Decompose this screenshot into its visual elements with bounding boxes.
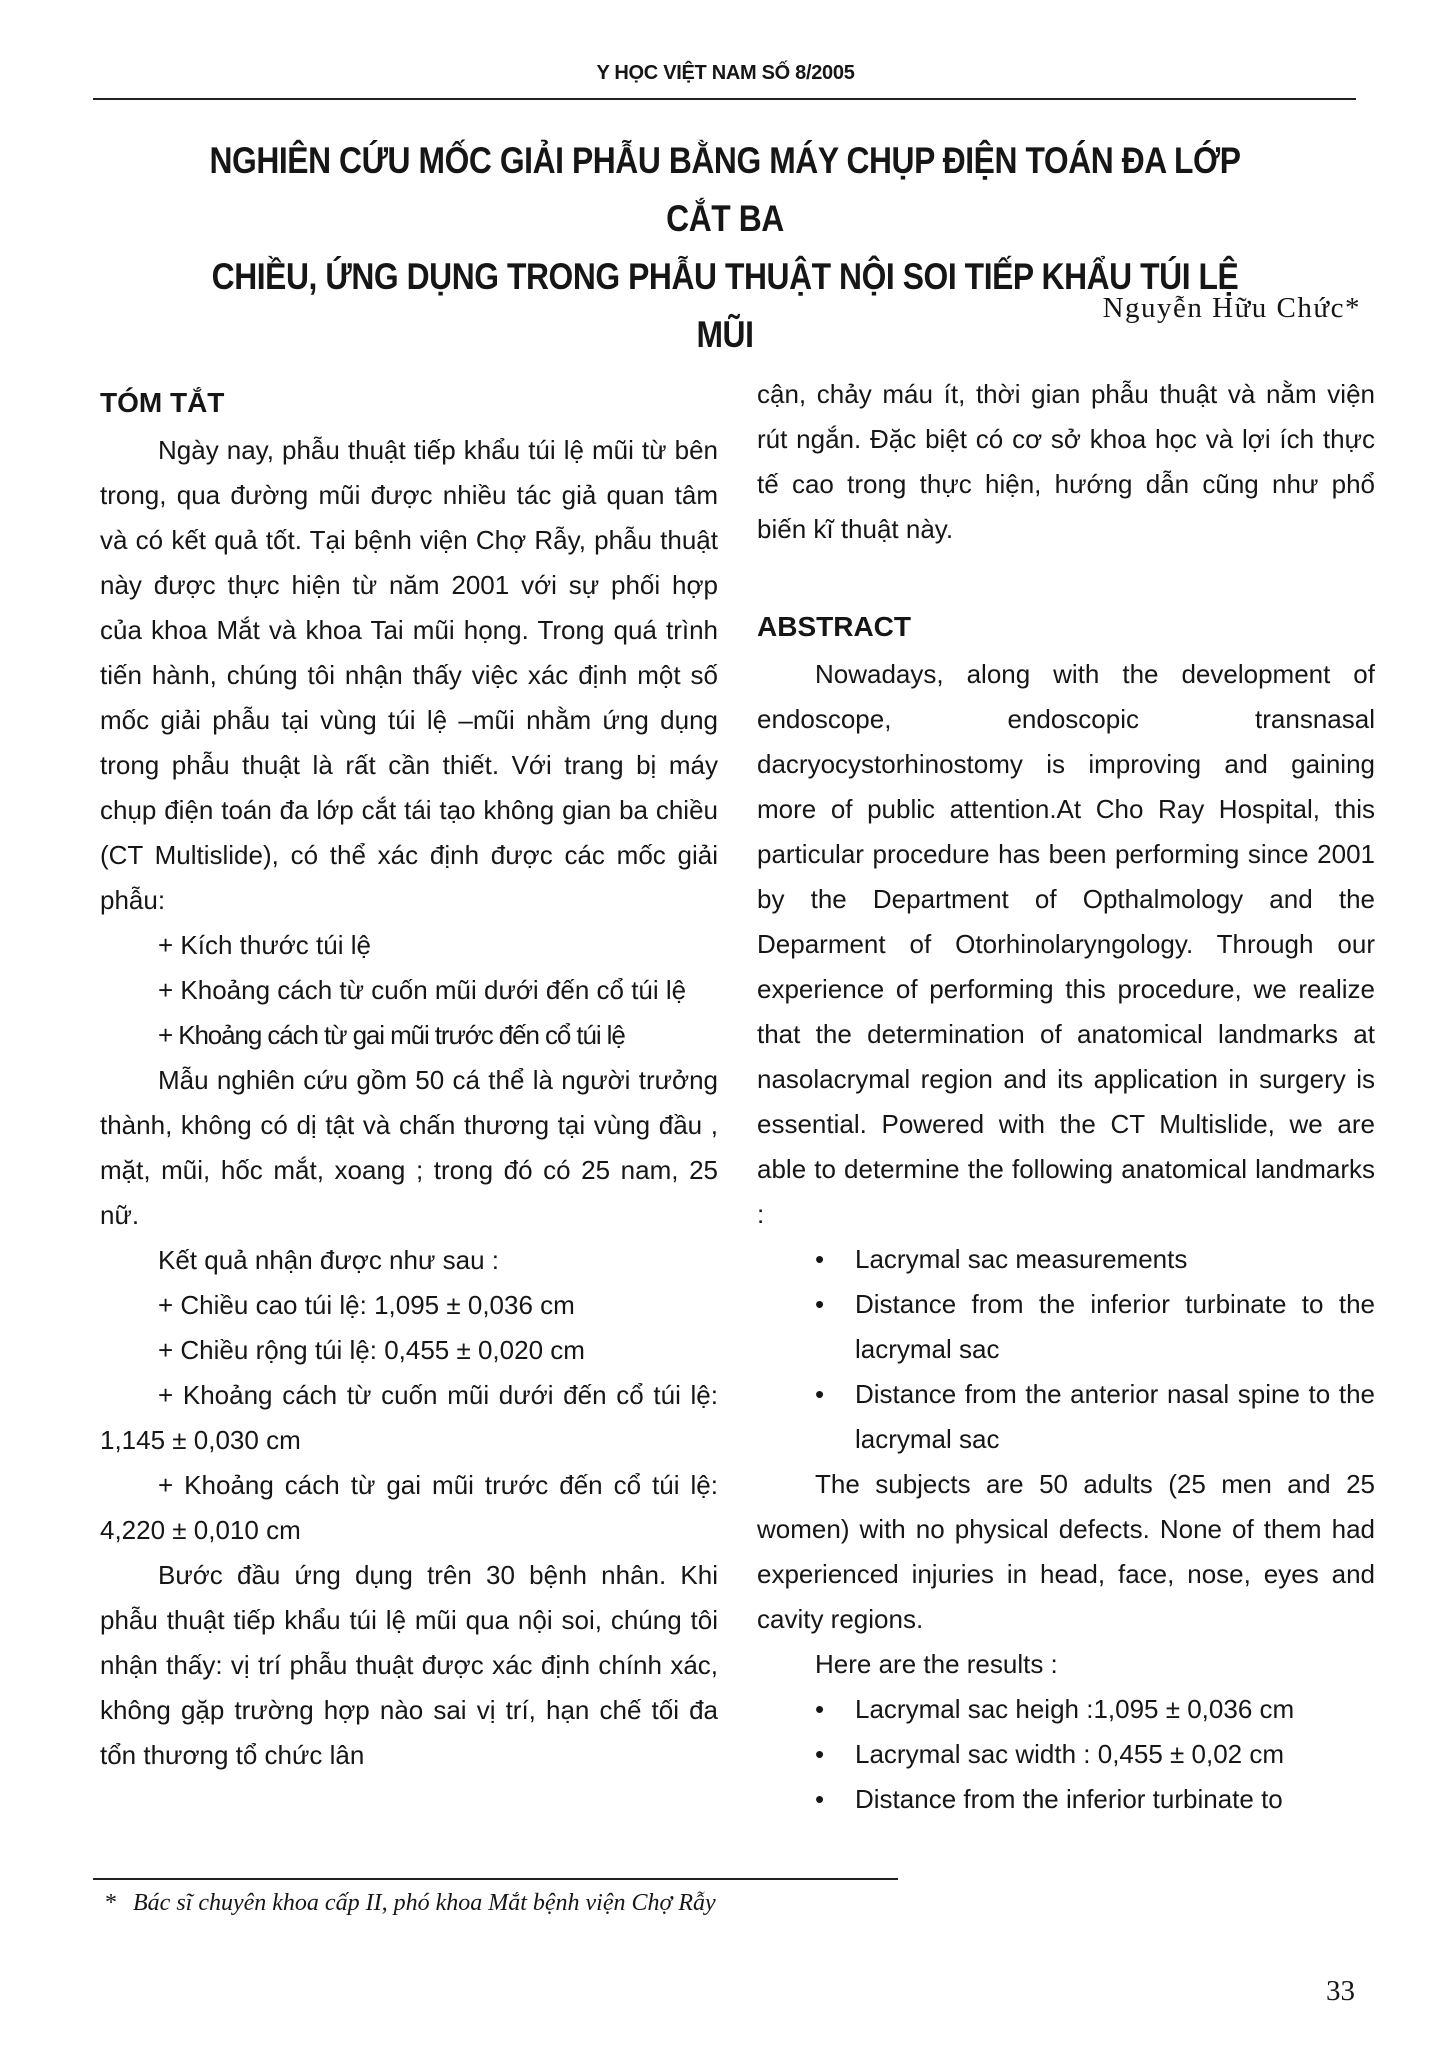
abstract-result-1 bbox=[757, 1687, 1375, 1732]
journal-header: Y HỌC VIỆT NAM SỐ 8/2005 bbox=[596, 62, 855, 84]
bullet-text: Lacrymal sac heigh :1,095 ± 0,036 cm bbox=[855, 1694, 1295, 1724]
footnote bbox=[105, 1890, 716, 1917]
bullet-dot-icon: • bbox=[815, 1694, 825, 1724]
abstract-bullet-1 bbox=[757, 1237, 1375, 1282]
footnote-text: Bác sĩ chuyên khoa cấp II, phó khoa Mắt bệnh viện Chợ Rẫy bbox=[133, 1890, 716, 1916]
summary-heading: TÓM TẮT bbox=[100, 387, 225, 418]
bullet-dot-icon: • bbox=[815, 1379, 825, 1409]
bullet-text: Distance from the inferior turbinate to the lacrymal sac bbox=[855, 1289, 1375, 1364]
title-line-1: NGHIÊN CỨU MỐC GIẢI PHẪU BẰNG MÁY CHỤP ĐIỆN TOÁN ĐA LỚP CẮT BA bbox=[209, 140, 1241, 239]
result-item-2: + Chiều rộng túi lệ: 0,455 ± 0,020 cm bbox=[158, 1335, 585, 1365]
bullet-dot-icon: • bbox=[815, 1784, 825, 1814]
abstract-bullet-2 bbox=[757, 1282, 1375, 1372]
summary-paragraph-4: Bước đầu ứng dụng trên 30 bệnh nhân. Khi phẫu thuật tiếp khẩu túi lệ mũi qua nội soi, chúng tôi nhận thấy: vị trí phẫu thuật được xác định chính xác, không gặp trường hợp nào sai vị trí, hạn chế tối đa tổn thương tổ chức lân bbox=[100, 1560, 718, 1770]
abstract-bullet-3 bbox=[757, 1372, 1375, 1462]
summary-continuation: cận, chảy máu ít, thời gian phẫu thuật và nằm viện rút ngắn. Đặc biệt có cơ sở khoa học và lợi ích thực tế cao trong thực hiện, hướng dẫn cũng như phổ biến kĩ thuật này. bbox=[757, 379, 1375, 544]
landmark-item-1: + Kích thước túi lệ bbox=[158, 930, 371, 960]
bullet-dot-icon: • bbox=[815, 1739, 825, 1769]
result-item-1: + Chiều cao túi lệ: 1,095 ± 0,036 cm bbox=[158, 1290, 575, 1320]
bullet-dot-icon: • bbox=[815, 1244, 825, 1274]
article-title bbox=[188, 132, 1263, 364]
bullet-text: Lacrymal sac measurements bbox=[855, 1244, 1188, 1274]
abstract-paragraph-1: Nowadays, along with the development of endoscope, endoscopic transnasal dacryocystorhinostomy is improving and gaining more of public attention.At Cho Ray Hospital, this particular procedure has been performing since 2001 by the Department of Opthalmology and the Deparment of Otorhinolaryngology. Through our experience of performing this procedure, we realize that the determination of anatomical landmarks at nasolacrymal region and its application in surgery is essential. Powered with the CT Multislide, we are able to determine the following anatomical landmarks : bbox=[757, 659, 1375, 1229]
bullet-text: Distance from the inferior turbinate to bbox=[855, 1784, 1283, 1814]
landmark-item-3: + Khoảng cách từ gai mũi trước đến cổ túi lệ bbox=[158, 1020, 625, 1050]
summary-paragraph-2: Mẫu nghiên cứu gồm 50 cá thể là người trưởng thành, không có dị tật và chấn thương tại vùng đầu , mặt, mũi, hốc mắt, xoang ; trong đó có 25 nam, 25 nữ. bbox=[100, 1065, 718, 1230]
footnote-rule bbox=[93, 1878, 898, 1880]
page-number: 33 bbox=[1326, 1975, 1355, 2007]
footnote-marker: * bbox=[105, 1890, 117, 1916]
abstract-result-3 bbox=[757, 1777, 1375, 1822]
result-item-3: + Khoảng cách từ cuốn mũi dưới đến cổ túi lệ: 1,145 ± 0,030 cm bbox=[100, 1380, 718, 1455]
summary-paragraph-1: Ngày nay, phẫu thuật tiếp khẩu túi lệ mũi từ bên trong, qua đường mũi được nhiều tác giả quan tâm và có kết quả tốt. Tại bệnh viện Chợ Rẫy, phẫu thuật này được thực hiện từ năm 2001 với sự phối hợp của khoa Mắt và khoa Tai mũi họng. Trong quá trình tiến hành, chúng tôi nhận thấy việc xác định một số mốc giải phẫu tại vùng túi lệ –mũi nhằm ứng dụng trong phẫu thuật là rất cần thiết. Với trang bị máy chụp điện toán đa lớp cắt tái tạo không gian ba chiều (CT Multislide), có thể xác định được các mốc giải phẫu: bbox=[100, 435, 718, 915]
bullet-text: Lacrymal sac width : 0,455 ± 0,02 cm bbox=[855, 1739, 1285, 1769]
abstract-paragraph-3: Here are the results : bbox=[815, 1649, 1058, 1679]
result-item-4: + Khoảng cách từ gai mũi trước đến cổ túi lệ: 4,220 ± 0,010 cm bbox=[100, 1470, 718, 1545]
header-rule bbox=[93, 98, 1356, 100]
abstract-paragraph-2: The subjects are 50 adults (25 men and 25 women) with no physical defects. None of them had experienced injuries in head, face, nose, eyes and cavity regions. bbox=[757, 1469, 1375, 1634]
bullet-dot-icon: • bbox=[815, 1289, 825, 1319]
left-column bbox=[100, 372, 718, 1778]
bullet-text: Distance from the anterior nasal spine to the lacrymal sac bbox=[855, 1379, 1375, 1454]
author-name: Nguyễn Hữu Chức* bbox=[1102, 292, 1361, 324]
landmark-item-2: + Khoảng cách từ cuốn mũi dưới đến cổ túi lệ bbox=[158, 975, 687, 1005]
summary-paragraph-3: Kết quả nhận được như sau : bbox=[158, 1245, 499, 1275]
abstract-heading: ABSTRACT bbox=[757, 611, 911, 642]
title-line-2: CHIỀU, ỨNG DỤNG TRONG PHẪU THUẬT NỘI SOI TIẾP KHẨU TÚI LỆ MŨI bbox=[211, 256, 1239, 355]
abstract-result-2 bbox=[757, 1732, 1375, 1777]
right-column bbox=[757, 372, 1375, 1822]
